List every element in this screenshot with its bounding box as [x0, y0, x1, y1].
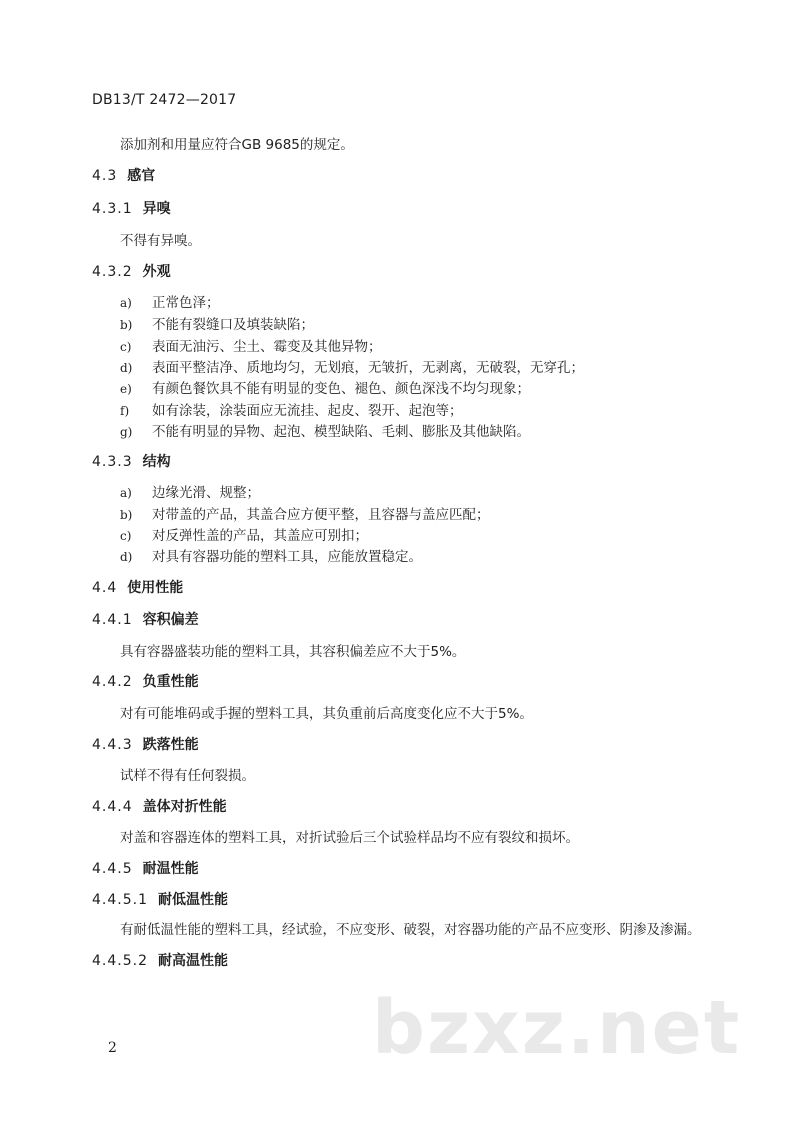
list-item-label: e) [120, 382, 132, 396]
list-item [120, 399, 463, 419]
paragraph-low-temperature: 有耐低温性能的塑料工具，经试验，不应变形、破裂，对容器功能的产品不应变形、阴渗及渗漏。 [120, 922, 701, 938]
section-title: 盖体对折性能 [142, 799, 227, 815]
section-number: 4.4.5.1 [92, 892, 148, 908]
list-item [120, 503, 490, 523]
section-heading-4-4-3 [92, 734, 199, 754]
section-number: 4.4.3 [92, 737, 133, 753]
section-title: 使用性能 [127, 580, 184, 596]
paragraph-lid-fold: 对盖和容器连体的塑料工具，对折试验后三个试验样品均不应有裂纹和损坏。 [120, 830, 579, 846]
section-number: 4.4.5.2 [92, 953, 148, 969]
list-item-label: b) [120, 318, 133, 332]
section-title: 外观 [142, 264, 171, 280]
section-title: 跌落性能 [142, 737, 199, 753]
list-item [120, 524, 368, 544]
list-item [120, 291, 220, 311]
list-item-label: c) [120, 529, 132, 543]
list-item-label: b) [120, 508, 133, 522]
paragraph-volume-deviation: 具有容器盛装功能的塑料工具，其容积偏差应不大于5%。 [120, 644, 466, 660]
section-heading-4-4-1 [92, 609, 199, 629]
list-item-text: 对具有容器功能的塑料工具，应能放置稳定。 [152, 549, 422, 565]
list-item-text: 表面无油污、尘土、霉变及其他异物； [152, 339, 382, 355]
list-item-text: 不能有裂缝口及填装缺陷； [152, 317, 314, 333]
list-item [120, 545, 422, 565]
section-number: 4.3.1 [92, 201, 133, 217]
list-item-label: d) [120, 550, 133, 564]
watermark: bzxz.net [372, 985, 742, 1071]
section-title: 负重性能 [142, 674, 199, 690]
section-title: 耐高温性能 [157, 953, 228, 969]
paragraph-drop: 试样不得有任何裂损。 [120, 768, 255, 784]
section-heading-4-3-2 [92, 261, 171, 281]
section-heading-4-3-3 [92, 451, 171, 471]
section-title: 容积偏差 [142, 612, 199, 628]
section-heading-4-4-2 [92, 671, 199, 691]
list-item [120, 313, 314, 333]
section-number: 4.4 [92, 580, 118, 596]
list-item-text: 有颜色餐饮具不能有明显的变色、褪色、颜色深浅不均匀现象； [152, 381, 530, 397]
list-item [120, 377, 530, 397]
section-heading-4-3 [92, 165, 155, 185]
list-item-label: a) [120, 486, 132, 500]
list-item [120, 420, 530, 440]
list-item-text: 对带盖的产品，其盖合应方便平整，且容器与盖应匹配； [152, 507, 490, 523]
standard-code-header: DB13/T 2472—2017 [92, 92, 237, 108]
list-item-label: g) [120, 425, 133, 439]
list-item-text: 如有涂装，涂装面应无流挂、起皮、裂开、起泡等； [152, 403, 463, 419]
list-item [120, 481, 260, 501]
paragraph-odor: 不得有异嗅。 [120, 233, 201, 249]
page-number: 2 [108, 1040, 117, 1056]
section-heading-4-4-4 [92, 796, 227, 816]
section-heading-4-4 [92, 577, 183, 597]
list-item-label: c) [120, 340, 132, 354]
section-title: 感官 [127, 168, 156, 184]
list-item-text: 正常色泽； [152, 295, 220, 311]
intro-paragraph: 添加剂和用量应符合GB 9685的规定。 [120, 137, 354, 153]
list-item-text: 不能有明显的异物、起泡、模型缺陷、毛刺、膨胀及其他缺陷。 [152, 424, 530, 440]
section-number: 4.4.2 [92, 674, 133, 690]
list-item-label: d) [120, 361, 133, 375]
paragraph-load-bearing: 对有可能堆码或手握的塑料工具，其负重前后高度变化应不大于5%。 [120, 706, 533, 722]
list-item-text: 表面平整洁净、质地均匀，无划痕，无皱折，无剥离，无破裂，无穿孔； [152, 360, 584, 376]
section-title: 异嗅 [142, 201, 171, 217]
list-item-label: a) [120, 296, 132, 310]
list-item-text: 对反弹性盖的产品，其盖应可别扣； [152, 528, 368, 544]
section-number: 4.4.5 [92, 861, 133, 877]
section-number: 4.4.4 [92, 799, 133, 815]
section-number: 4.3.3 [92, 454, 133, 470]
section-number: 4.3 [92, 168, 118, 184]
section-title: 耐温性能 [142, 861, 199, 877]
section-heading-4-4-5 [92, 858, 199, 878]
list-item [120, 356, 584, 376]
section-heading-4-4-5-2 [92, 950, 228, 970]
section-heading-4-3-1 [92, 198, 171, 218]
section-number: 4.4.1 [92, 612, 133, 628]
list-item-text: 边缘光滑、规整； [152, 485, 260, 501]
section-title: 耐低温性能 [157, 892, 228, 908]
section-number: 4.3.2 [92, 264, 133, 280]
section-heading-4-4-5-1 [92, 889, 228, 909]
list-item [120, 335, 382, 355]
section-title: 结构 [142, 454, 171, 470]
list-item-label: f) [120, 404, 130, 418]
